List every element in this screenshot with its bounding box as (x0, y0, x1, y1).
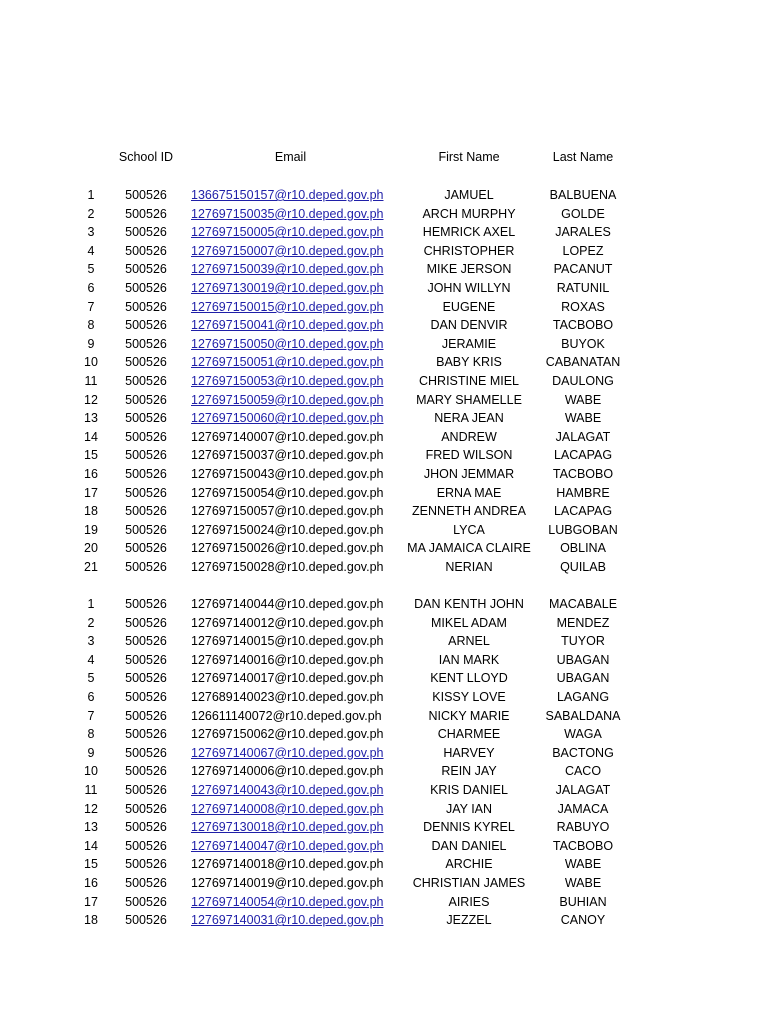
email-text: 127697150057@r10.deped.gov.ph (191, 504, 384, 519)
row-number: 3 (87, 225, 95, 240)
school-id-cell: 500526 (125, 783, 167, 797)
email-text: 127697150054@r10.deped.gov.ph (191, 485, 384, 500)
row-number: 17 (84, 485, 98, 500)
first-name-cell: FRED WILSON (425, 448, 513, 463)
email-text: 127697150028@r10.deped.gov.ph (191, 560, 384, 574)
row-number: 2 (87, 615, 95, 630)
email-cell (188, 428, 393, 447)
first-name-cell: ANDREW (441, 429, 497, 444)
email-text: 127697150026@r10.deped.gov.ph (191, 541, 384, 556)
row-number: 14 (84, 838, 98, 853)
school-id-cell: 500526 (125, 801, 167, 816)
row-number: 11 (84, 783, 98, 797)
table-row (0, 260, 768, 279)
table-row (0, 744, 768, 763)
last-name-cell: LUBGOBAN (548, 522, 618, 537)
last-name-cell: ROXAS (561, 299, 605, 314)
school-id-cell: 500526 (125, 522, 167, 537)
row-number: 14 (84, 429, 98, 444)
first-name-cell: DAN DENVIR (430, 318, 508, 333)
row-number: 15 (84, 448, 98, 463)
first-name-cell: ARCH MURPHY (422, 206, 516, 221)
email-link[interactable]: 127697150035@r10.deped.gov.ph (191, 206, 384, 221)
table-row (0, 818, 768, 837)
school-id-cell: 500526 (125, 262, 167, 277)
row-number: 12 (84, 801, 98, 816)
last-name-cell: BACTONG (552, 745, 614, 760)
email-cell (188, 874, 393, 893)
school-id-cell: 500526 (125, 597, 167, 611)
email-cell[interactable] (188, 242, 393, 261)
school-id-cell: 500526 (125, 336, 167, 351)
email-text: 127697150062@r10.deped.gov.ph (191, 727, 384, 742)
first-name-cell: JAY IAN (445, 801, 493, 816)
first-name-cell: MARY SHAMELLE (416, 392, 522, 407)
last-name-cell: BUHIAN (559, 894, 607, 909)
email-cell (188, 762, 393, 781)
table-row (0, 688, 768, 707)
row-number: 10 (84, 355, 98, 370)
school-id-cell: 500526 (125, 448, 167, 463)
table-row (0, 298, 768, 317)
last-name-cell: MACABALE (548, 597, 618, 611)
last-name-cell: TACBOBO (552, 318, 614, 333)
last-name-cell: JAMACA (557, 801, 609, 816)
first-name-cell: NERIAN (445, 560, 493, 574)
table-row (0, 484, 768, 503)
last-name-cell: WAGA (564, 727, 602, 742)
school-id-cell: 500526 (125, 764, 167, 779)
school-id-cell: 500526 (125, 225, 167, 240)
email-text: 127697140006@r10.deped.gov.ph (191, 764, 384, 779)
last-name-cell: DAULONG (552, 374, 614, 388)
email-cell (188, 688, 393, 707)
email-cell[interactable] (188, 260, 393, 279)
table-row (0, 428, 768, 447)
email-cell (188, 484, 393, 503)
row-number: 6 (87, 281, 95, 295)
email-cell[interactable] (188, 744, 393, 763)
table-row (0, 242, 768, 261)
row-number: 8 (87, 318, 95, 333)
email-cell[interactable] (188, 409, 393, 428)
email-link[interactable]: 127697150039@r10.deped.gov.ph (191, 262, 384, 277)
last-name-cell: LOPEZ (562, 243, 604, 258)
school-id-cell: 500526 (125, 560, 167, 574)
email-link[interactable]: 127697150007@r10.deped.gov.ph (191, 243, 384, 258)
last-name-cell: TACBOBO (552, 467, 614, 481)
email-link[interactable]: 127697140054@r10.deped.gov.ph (191, 894, 384, 909)
last-name-cell: GOLDE (561, 206, 605, 221)
first-name-cell: IAN MARK (438, 652, 500, 667)
table-row (0, 725, 768, 744)
email-link[interactable]: 127697140043@r10.deped.gov.ph (191, 783, 384, 797)
school-id-cell: 500526 (125, 281, 167, 295)
first-name-cell: JHON JEMMAR (423, 467, 515, 481)
first-name-cell: DAN DANIEL (431, 838, 507, 853)
email-cell (188, 465, 393, 484)
email-cell[interactable] (188, 391, 393, 410)
last-name-cell: UBAGAN (556, 652, 610, 667)
first-name-cell: ARCHIE (445, 857, 493, 872)
last-name-cell: LAGANG (556, 690, 610, 704)
table-row (0, 558, 768, 577)
first-name-cell: HEMRICK AXEL (422, 225, 516, 240)
row-number: 12 (84, 392, 98, 407)
school-id-cell: 500526 (125, 411, 167, 426)
first-name-cell: CHARMEE (437, 727, 501, 742)
last-name-cell: JALAGAT (555, 429, 611, 444)
row-number: 4 (87, 243, 95, 258)
row-number: 4 (87, 652, 95, 667)
last-name-cell: WABE (564, 857, 602, 872)
last-name-cell: LACAPAG (553, 504, 613, 519)
email-cell (188, 707, 393, 726)
last-name-cell: LACAPAG (553, 448, 613, 463)
email-text: 127689140023@r10.deped.gov.ph (191, 690, 384, 704)
email-cell (188, 651, 393, 670)
first-name-cell: MA JAMAICA CLAIRE (407, 541, 531, 556)
table-row (0, 279, 768, 298)
row-number: 8 (87, 727, 95, 742)
email-cell (188, 502, 393, 521)
email-cell[interactable] (188, 781, 393, 800)
first-name-cell: BABY KRIS (436, 355, 502, 370)
table-row (0, 391, 768, 410)
email-cell[interactable] (188, 316, 393, 335)
school-id-cell: 500526 (125, 652, 167, 667)
last-name-cell: RATUNIL (556, 281, 610, 295)
table-row (0, 632, 768, 651)
email-text: 127697150043@r10.deped.gov.ph (191, 467, 384, 481)
school-id-cell: 500526 (125, 634, 167, 649)
table-row (0, 800, 768, 819)
email-cell (188, 446, 393, 465)
row-number: 5 (87, 671, 95, 686)
school-id-cell: 500526 (125, 913, 167, 928)
first-name-cell: NERA JEAN (434, 411, 504, 426)
table-row (0, 353, 768, 372)
row-number: 6 (87, 690, 95, 704)
row-number: 5 (87, 262, 95, 277)
email-cell[interactable] (188, 837, 393, 856)
school-id-cell: 500526 (125, 243, 167, 258)
first-name-cell: ARNEL (448, 634, 490, 649)
first-name-cell: JEZZEL (446, 913, 492, 928)
email-link[interactable]: 127697150005@r10.deped.gov.ph (191, 225, 384, 240)
email-link[interactable]: 127697150060@r10.deped.gov.ph (191, 411, 384, 426)
row-number: 3 (87, 634, 95, 649)
email-link[interactable]: 127697140067@r10.deped.gov.ph (191, 745, 384, 760)
table-row (0, 409, 768, 428)
school-id-cell: 500526 (125, 820, 167, 835)
email-cell (188, 614, 393, 633)
first-name-cell: REIN JAY (441, 764, 497, 779)
email-cell[interactable] (188, 800, 393, 819)
school-id-cell: 500526 (125, 355, 167, 370)
last-name-cell: PACANUT (553, 262, 613, 277)
last-name-cell: JALAGAT (555, 783, 611, 797)
school-id-cell: 500526 (125, 392, 167, 407)
header-last-name: Last Name (552, 150, 614, 164)
row-number: 17 (84, 894, 98, 909)
table-row (0, 762, 768, 781)
email-text: 127697140007@r10.deped.gov.ph (191, 429, 384, 444)
email-link[interactable]: 127697130018@r10.deped.gov.ph (191, 820, 384, 835)
row-number: 10 (84, 764, 98, 779)
email-link[interactable]: 136675150157@r10.deped.gov.ph (191, 188, 384, 202)
email-text: 127697150024@r10.deped.gov.ph (191, 522, 384, 537)
school-id-cell: 500526 (125, 188, 167, 202)
email-cell[interactable] (188, 223, 393, 242)
header-first-name: First Name (438, 150, 500, 164)
email-text: 127697150037@r10.deped.gov.ph (191, 448, 384, 463)
email-cell (188, 539, 393, 558)
row-number: 9 (87, 745, 95, 760)
first-name-cell: JAMUEL (444, 188, 494, 202)
email-cell (188, 558, 393, 577)
school-id-cell: 500526 (125, 857, 167, 872)
table-row (0, 614, 768, 633)
row-number: 16 (84, 467, 98, 481)
first-name-cell: AIRIES (448, 894, 490, 909)
email-text: 126611140072@r10.deped.gov.ph (191, 708, 382, 723)
first-name-cell: MIKE JERSON (426, 262, 512, 277)
first-name-cell: KRIS DANIEL (430, 783, 508, 797)
email-cell[interactable] (188, 279, 393, 298)
table-row (0, 521, 768, 540)
row-number: 19 (84, 522, 98, 537)
school-id-cell: 500526 (125, 485, 167, 500)
email-cell[interactable] (188, 353, 393, 372)
table-row (0, 372, 768, 391)
school-id-cell: 500526 (125, 876, 167, 890)
row-number: 13 (84, 820, 98, 835)
row-number: 9 (87, 336, 95, 351)
email-cell (188, 725, 393, 744)
school-id-cell: 500526 (125, 374, 167, 388)
email-link[interactable]: 127697150050@r10.deped.gov.ph (191, 336, 384, 351)
email-text: 127697140044@r10.deped.gov.ph (191, 597, 384, 611)
first-name-cell: MIKEL ADAM (431, 615, 507, 630)
table-row (0, 893, 768, 912)
row-number: 1 (87, 188, 95, 202)
school-id-cell: 500526 (125, 690, 167, 704)
email-text: 127697140017@r10.deped.gov.ph (191, 671, 384, 686)
email-link[interactable]: 127697150041@r10.deped.gov.ph (191, 318, 384, 333)
school-id-cell: 500526 (125, 429, 167, 444)
school-id-cell: 500526 (125, 838, 167, 853)
row-number: 20 (84, 541, 98, 556)
email-cell (188, 855, 393, 874)
last-name-cell: WABE (564, 392, 602, 407)
first-name-cell: KISSY LOVE (432, 690, 506, 704)
table-row (0, 539, 768, 558)
table-row (0, 837, 768, 856)
header-school-id: School ID (118, 150, 174, 164)
last-name-cell: HAMBRE (556, 485, 610, 500)
table-row (0, 911, 768, 930)
last-name-cell: SABALDANA (545, 708, 621, 723)
first-name-cell: CHRISTIAN JAMES (412, 876, 526, 890)
row-number: 15 (84, 857, 98, 872)
email-link[interactable]: 127697140008@r10.deped.gov.ph (191, 801, 384, 816)
first-name-cell: DENNIS KYREL (423, 820, 515, 835)
school-id-cell: 500526 (125, 541, 167, 556)
table-row (0, 707, 768, 726)
first-name-cell: HARVEY (443, 745, 495, 760)
school-id-cell: 500526 (125, 727, 167, 742)
last-name-cell: BALBUENA (549, 188, 617, 202)
email-cell[interactable] (188, 818, 393, 837)
school-id-cell: 500526 (125, 671, 167, 686)
last-name-cell: JARALES (555, 225, 611, 240)
row-number: 18 (84, 913, 98, 928)
first-name-cell: ERNA MAE (436, 485, 502, 500)
email-link[interactable]: 127697150053@r10.deped.gov.ph (191, 374, 384, 388)
last-name-cell: QUILAB (560, 560, 606, 574)
first-name-cell: NICKY MARIE (428, 708, 510, 723)
first-name-cell: JOHN WILLYN (427, 281, 511, 295)
last-name-cell: CANOY (560, 913, 606, 928)
school-id-cell: 500526 (125, 467, 167, 481)
table-row (0, 651, 768, 670)
row-number: 7 (87, 708, 95, 723)
school-id-cell: 500526 (125, 504, 167, 519)
email-cell[interactable] (188, 205, 393, 224)
email-text: 127697140018@r10.deped.gov.ph (191, 857, 384, 872)
school-id-cell: 500526 (125, 615, 167, 630)
row-number: 7 (87, 299, 95, 314)
table-row (0, 205, 768, 224)
row-number: 16 (84, 876, 98, 890)
header-email: Email (274, 150, 307, 164)
email-cell[interactable] (188, 893, 393, 912)
last-name-cell: RABUYO (556, 820, 610, 835)
last-name-cell: CABANATAN (545, 355, 621, 370)
row-number: 18 (84, 504, 98, 519)
table-row (0, 781, 768, 800)
table-row (0, 335, 768, 354)
row-number: 21 (84, 560, 98, 574)
email-link[interactable]: 127697150059@r10.deped.gov.ph (191, 392, 384, 407)
email-cell (188, 669, 393, 688)
table-row (0, 595, 768, 614)
last-name-cell: WABE (564, 411, 602, 426)
school-id-cell: 500526 (125, 318, 167, 333)
first-name-cell: CHRISTOPHER (423, 243, 515, 258)
email-link[interactable]: 127697130019@r10.deped.gov.ph (191, 281, 384, 295)
email-cell[interactable] (188, 372, 393, 391)
email-text: 127697140012@r10.deped.gov.ph (191, 615, 384, 630)
last-name-cell: TUYOR (561, 634, 605, 649)
row-number: 2 (87, 206, 95, 221)
email-cell[interactable] (188, 911, 393, 930)
school-id-cell: 500526 (125, 894, 167, 909)
last-name-cell: BUYOK (561, 336, 605, 351)
email-link[interactable]: 127697140031@r10.deped.gov.ph (191, 913, 384, 928)
school-id-cell: 500526 (125, 708, 167, 723)
row-number: 1 (87, 597, 95, 611)
table-row (0, 446, 768, 465)
first-name-cell: ZENNETH ANDREA (412, 504, 526, 519)
first-name-cell: CHRISTINE MIEL (418, 374, 519, 388)
last-name-cell: UBAGAN (556, 671, 610, 686)
last-name-cell: OBLINA (560, 541, 606, 556)
table-row (0, 316, 768, 335)
school-id-cell: 500526 (125, 299, 167, 314)
email-cell[interactable] (188, 335, 393, 354)
email-text: 127697140019@r10.deped.gov.ph (191, 876, 384, 890)
table-row (0, 223, 768, 242)
table-row (0, 874, 768, 893)
email-cell (188, 632, 393, 651)
last-name-cell: WABE (564, 876, 602, 890)
email-text: 127697140016@r10.deped.gov.ph (191, 652, 384, 667)
table-row (0, 186, 768, 205)
last-name-cell: MENDEZ (556, 615, 610, 630)
email-cell[interactable] (188, 298, 393, 317)
email-text: 127697140015@r10.deped.gov.ph (191, 634, 384, 649)
table-row (0, 855, 768, 874)
school-id-cell: 500526 (125, 745, 167, 760)
table-row (0, 669, 768, 688)
last-name-cell: CACO (564, 764, 602, 779)
first-name-cell: EUGENE (442, 299, 496, 314)
table-row (0, 465, 768, 484)
row-number: 11 (84, 374, 98, 388)
email-cell (188, 595, 393, 614)
school-id-cell: 500526 (125, 206, 167, 221)
first-name-cell: DAN KENTH JOHN (414, 597, 524, 611)
email-link[interactable]: 127697150015@r10.deped.gov.ph (191, 299, 384, 314)
row-number: 13 (84, 411, 98, 426)
first-name-cell: LYCA (453, 522, 485, 537)
last-name-cell: TACBOBO (552, 838, 614, 853)
header-row (0, 148, 768, 167)
email-link[interactable]: 127697140047@r10.deped.gov.ph (191, 838, 384, 853)
email-cell[interactable] (188, 186, 393, 205)
table-row (0, 502, 768, 521)
first-name-cell: JERAMIE (441, 336, 497, 351)
email-cell (188, 521, 393, 540)
first-name-cell: KENT LLOYD (430, 671, 508, 686)
email-link[interactable]: 127697150051@r10.deped.gov.ph (191, 355, 384, 370)
